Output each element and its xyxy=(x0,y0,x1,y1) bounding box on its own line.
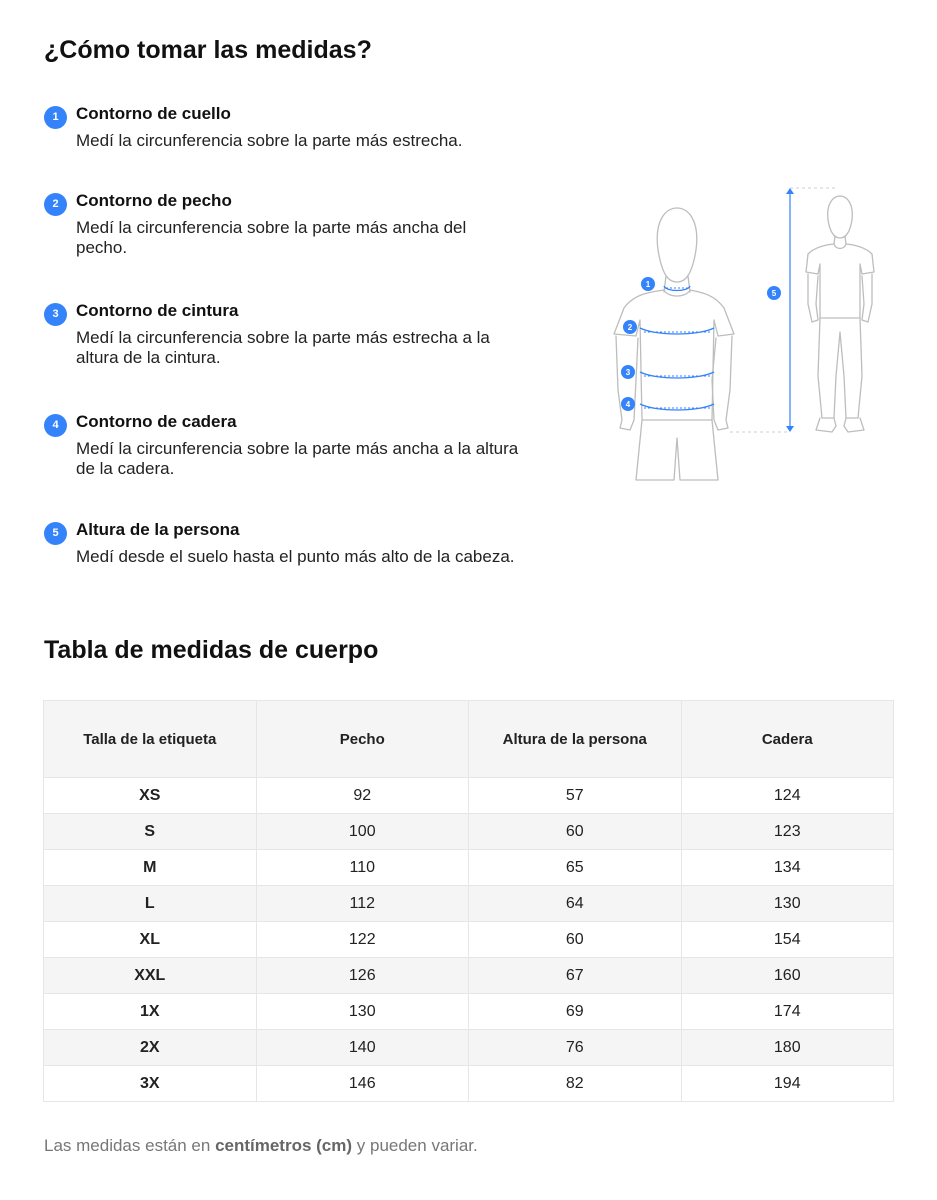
size-cell: 2X xyxy=(44,1030,257,1066)
height-cell: 60 xyxy=(469,814,682,850)
chest-cell: 112 xyxy=(256,886,469,922)
table-row xyxy=(44,886,894,922)
height-cell: 57 xyxy=(469,778,682,814)
height-cell: 82 xyxy=(469,1066,682,1102)
step-description: Medí desde el suelo hasta el punto más alto de la cabeza. xyxy=(76,547,515,566)
height-cell: 65 xyxy=(469,850,682,886)
chest-cell: 122 xyxy=(256,922,469,958)
marker-hip-label: 4 xyxy=(625,400,631,409)
step-title: Contorno de cadera xyxy=(76,412,237,431)
table-row xyxy=(44,994,894,1030)
step-number-badge: 1 xyxy=(44,106,67,129)
hip-cell: 134 xyxy=(681,850,894,886)
height-cell: 76 xyxy=(469,1030,682,1066)
table-title: Tabla de medidas de cuerpo xyxy=(44,636,379,664)
hip-cell: 124 xyxy=(681,778,894,814)
table-header-row xyxy=(44,701,894,778)
body-measurement-illustration xyxy=(600,180,900,490)
body-figures-svg xyxy=(600,180,900,490)
table-row xyxy=(44,922,894,958)
marker-waist-label: 3 xyxy=(625,368,631,377)
height-cell: 67 xyxy=(469,958,682,994)
chest-cell: 130 xyxy=(256,994,469,1030)
step-number-badge: 5 xyxy=(44,522,67,545)
size-cell: 3X xyxy=(44,1066,257,1102)
marker-chest-label: 2 xyxy=(627,323,633,332)
header-hip: Cadera xyxy=(681,701,894,778)
step-description: Medí la circunferencia sobre la parte más estrecha. xyxy=(76,131,463,150)
header-chest: Pecho xyxy=(256,701,469,778)
size-cell: L xyxy=(44,886,257,922)
marker-neck-label: 1 xyxy=(645,280,651,289)
step-description: Medí la circunferencia sobre la parte más ancha a la altura de la cadera. xyxy=(76,439,519,478)
chest-cell: 140 xyxy=(256,1030,469,1066)
hip-cell: 130 xyxy=(681,886,894,922)
size-cell: 1X xyxy=(44,994,257,1030)
step-description: Medí la circunferencia sobre la parte más estrecha a la altura de la cintura. xyxy=(76,328,490,367)
header-height: Altura de la persona xyxy=(469,701,682,778)
chest-cell: 110 xyxy=(256,850,469,886)
table-row xyxy=(44,778,894,814)
height-cell: 60 xyxy=(469,922,682,958)
table-row xyxy=(44,814,894,850)
hip-cell: 123 xyxy=(681,814,894,850)
chest-cell: 146 xyxy=(256,1066,469,1102)
size-cell: XXL xyxy=(44,958,257,994)
step-title: Contorno de pecho xyxy=(76,191,232,210)
size-cell: S xyxy=(44,814,257,850)
chest-cell: 126 xyxy=(256,958,469,994)
table-row xyxy=(44,1066,894,1102)
footnote-text-before: Las medidas están en xyxy=(44,1136,216,1155)
footnote-text-after: y pueden variar. xyxy=(352,1136,478,1155)
hip-cell: 154 xyxy=(681,922,894,958)
units-footnote xyxy=(44,1136,478,1156)
hip-cell: 194 xyxy=(681,1066,894,1102)
table-row xyxy=(44,850,894,886)
size-table xyxy=(43,700,894,1102)
table-row xyxy=(44,1030,894,1066)
table-row xyxy=(44,958,894,994)
marker-height-label: 5 xyxy=(771,289,777,298)
height-cell: 69 xyxy=(469,994,682,1030)
step-title: Altura de la persona xyxy=(76,520,240,539)
step-number-badge: 4 xyxy=(44,414,67,437)
header-size-label: Talla de la etiqueta xyxy=(44,701,257,778)
size-cell: XS xyxy=(44,778,257,814)
step-title: Contorno de cintura xyxy=(76,301,239,320)
hip-cell: 160 xyxy=(681,958,894,994)
footnote-units: centímetros (cm) xyxy=(215,1136,353,1155)
chest-cell: 92 xyxy=(256,778,469,814)
hip-cell: 180 xyxy=(681,1030,894,1066)
size-cell: XL xyxy=(44,922,257,958)
step-number-badge: 3 xyxy=(44,303,67,326)
hip-cell: 174 xyxy=(681,994,894,1030)
step-title: Contorno de cuello xyxy=(76,104,231,123)
step-number-badge: 2 xyxy=(44,193,67,216)
chest-cell: 100 xyxy=(256,814,469,850)
size-cell: M xyxy=(44,850,257,886)
page-title: ¿Cómo tomar las medidas? xyxy=(44,36,372,64)
height-cell: 64 xyxy=(469,886,682,922)
step-description: Medí la circunferencia sobre la parte más ancha del pecho. xyxy=(76,218,467,257)
